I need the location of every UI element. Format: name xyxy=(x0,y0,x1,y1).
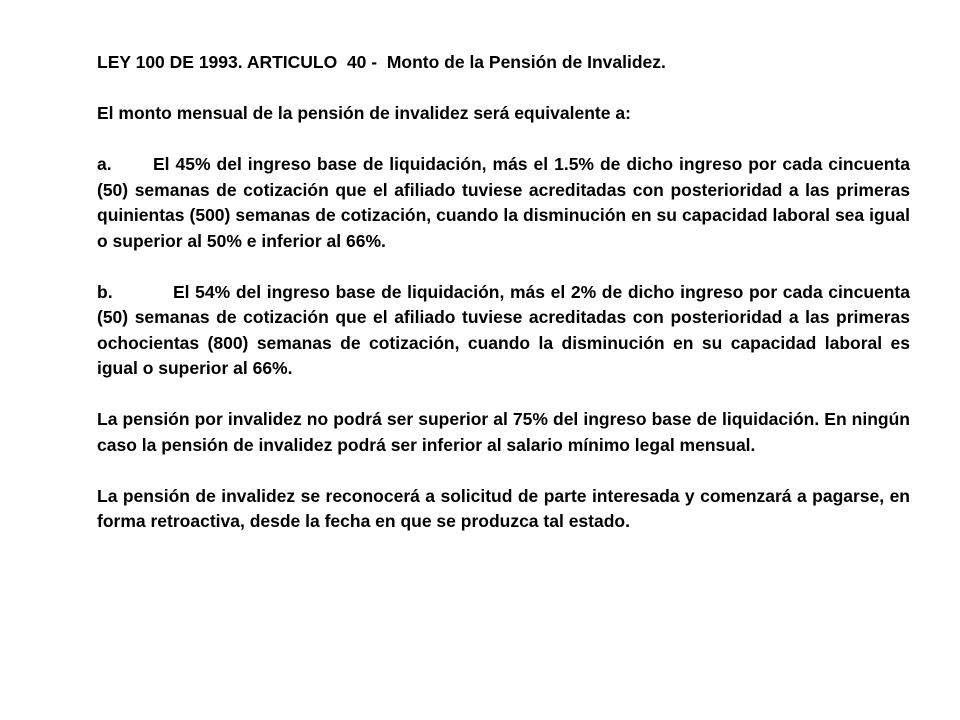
request-paragraph: La pensión de invalidez se reconocerá a solicitud de parte interesada y comenzará a pagarse, en forma retroactiva, desde la fecha en que se produzca tal estado. xyxy=(97,485,910,531)
limit-paragraph: La pensión por invalidez no podrá ser superior al 75% del ingreso base de liquidación. En ningún caso la pensión de invalidez podrá ser inferior al salario mínimo legal mensual. xyxy=(97,409,910,455)
list-item-b xyxy=(97,280,910,382)
list-marker-b: b. xyxy=(97,281,113,302)
intro-paragraph: El monto mensual de la pensión de invalidez será equivalente a: xyxy=(97,103,631,123)
list-item-a xyxy=(97,152,910,254)
list-marker-a: a. xyxy=(97,154,112,174)
document-body xyxy=(97,50,910,560)
list-item-a-text: El 45% del ingreso base de liquidación, más el 1.5% de dicho ingreso por cada cincuenta (50) semanas de cotización que el afiliado tuviese acreditadas con posterioridad a las primeras quinientas (500) semanas de cotización, cuando la disminución en su capacidad laboral sea igual o superior al 50% e inferior al 66%. xyxy=(97,154,910,251)
document-title: LEY 100 DE 1993. ARTICULO 40 - Monto de la Pensión de Invalidez. xyxy=(97,52,666,72)
list-item-b-text: El 54% del ingreso base de liquidación, más el 2% de dicho ingreso por cada cincuenta (50) semanas de cotización que el afiliado tuviese acreditadas con posterioridad a las primeras ochocientas (800) semanas de cotización, cuando la disminución en su capacidad laboral es igual o superior al 66%. xyxy=(97,281,910,378)
